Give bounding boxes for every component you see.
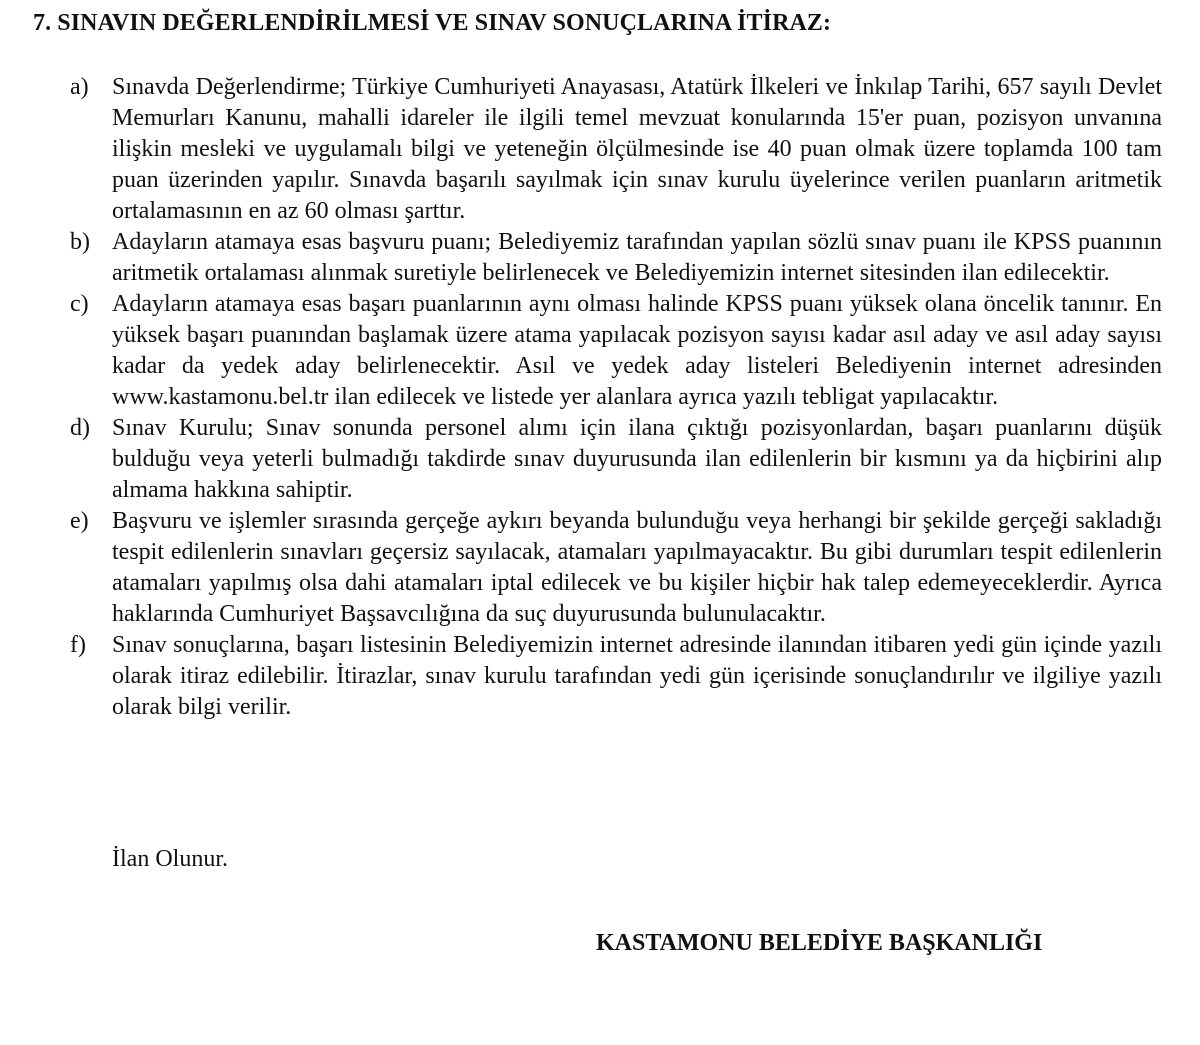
item-marker: e) <box>70 508 89 534</box>
item-marker: f) <box>70 632 86 658</box>
item-text: Sınav Kurulu; Sınav sonunda personel alımı için ilana çıktığı pozisyonlardan, başarı puanlarını düşük bulduğu veya yeterli bulmadığı takdirde sınav duyurusunda ilan edilenlerin bir kısmını ya da hiçbirini alıp almama hakkına sahiptir. <box>112 415 1162 503</box>
section-heading: 7. SINAVIN DEĞERLENDİRİLMESİ VE SINAV SONUÇLARINA İTİRAZ: <box>33 10 832 36</box>
item-marker: a) <box>70 74 89 100</box>
item-text: Sınav sonuçlarına, başarı listesinin Belediyemizin internet adresinde ilanından itibaren yedi gün içinde yazılı olarak itiraz edilebilir. İtirazlar, sınav kurulu tarafından yedi gün içerisinde sonuçlandırılır ve ilgiliye yazılı olarak bilgi verilir. <box>112 632 1162 720</box>
list-item-c <box>70 289 1162 413</box>
item-text: Sınavda Değerlendirme; Türkiye Cumhuriyeti Anayasası, Atatürk İlkeleri ve İnkılap Tarihi, 657 sayılı Devlet Memurları Kanunu, mahalli idareler ile ilgili temel mevzuat konularında 15'er puan, pozisyon unvanına ilişkin mesleki ve uygulamalı bilgi ve yeteneğin ölçülmesinde ise 40 puan olmak üzere toplamda 100 tam puan üzerinden yapılır. Sınavda başarılı sayılmak için sınav kurulu üyelerince verilen puanların aritmetik ortalamasının en az 60 olması şarttır. <box>112 74 1162 224</box>
item-text: Adayların atamaya esas başarı puanlarının aynı olması halinde KPSS puanı yüksek olana öncelik tanınır. En yüksek başarı puanından başlamak üzere atama yapılacak pozisyon sayısı kadar asıl aday ve asıl aday sayısı kadar da yedek aday belirlenecektir. Asıl ve yedek aday listeleri Belediyenin internet adresinden www.kastamonu.bel.tr ilan edilecek ve listede yer alanlara ayrıca yazılı tebligat yapılacaktır. <box>112 291 1162 410</box>
item-text: Adayların atamaya esas başvuru puanı; Belediyemiz tarafından yapılan sözlü sınav puanı ile KPSS puanının aritmetik ortalaması alınmak suretiyle belirlenecek ve Belediyemizin internet sitesinden ilan edilecektir. <box>112 229 1162 286</box>
item-text: Başvuru ve işlemler sırasında gerçeğe aykırı beyanda bulunduğu veya herhangi bir şekilde gerçeği sakladığı tespit edilenlerin sınavları geçersiz sayılacak, atamaları yapılmayacaktır. Bu gibi durumları tespit edilenlerin atamaları yapılmış olsa dahi atamaları iptal edilecek ve bu kişiler hiçbir hak talep edemeyeceklerdir. Ayrıca haklarında Cumhuriyet Başsavcılığına da suç duyurusunda bulunulacaktır. <box>112 508 1162 627</box>
list-item-b <box>70 227 1162 289</box>
item-list <box>70 72 1162 723</box>
list-item-f <box>70 630 1162 723</box>
list-item-d <box>70 413 1162 506</box>
signature-block: KASTAMONU BELEDİYE BAŞKANLIĞI <box>596 930 1043 956</box>
list-item-e <box>70 506 1162 630</box>
item-marker: b) <box>70 229 90 255</box>
item-marker: c) <box>70 291 89 317</box>
closing-line: İlan Olunur. <box>112 846 228 872</box>
list-item-a <box>70 72 1162 227</box>
item-marker: d) <box>70 415 90 441</box>
